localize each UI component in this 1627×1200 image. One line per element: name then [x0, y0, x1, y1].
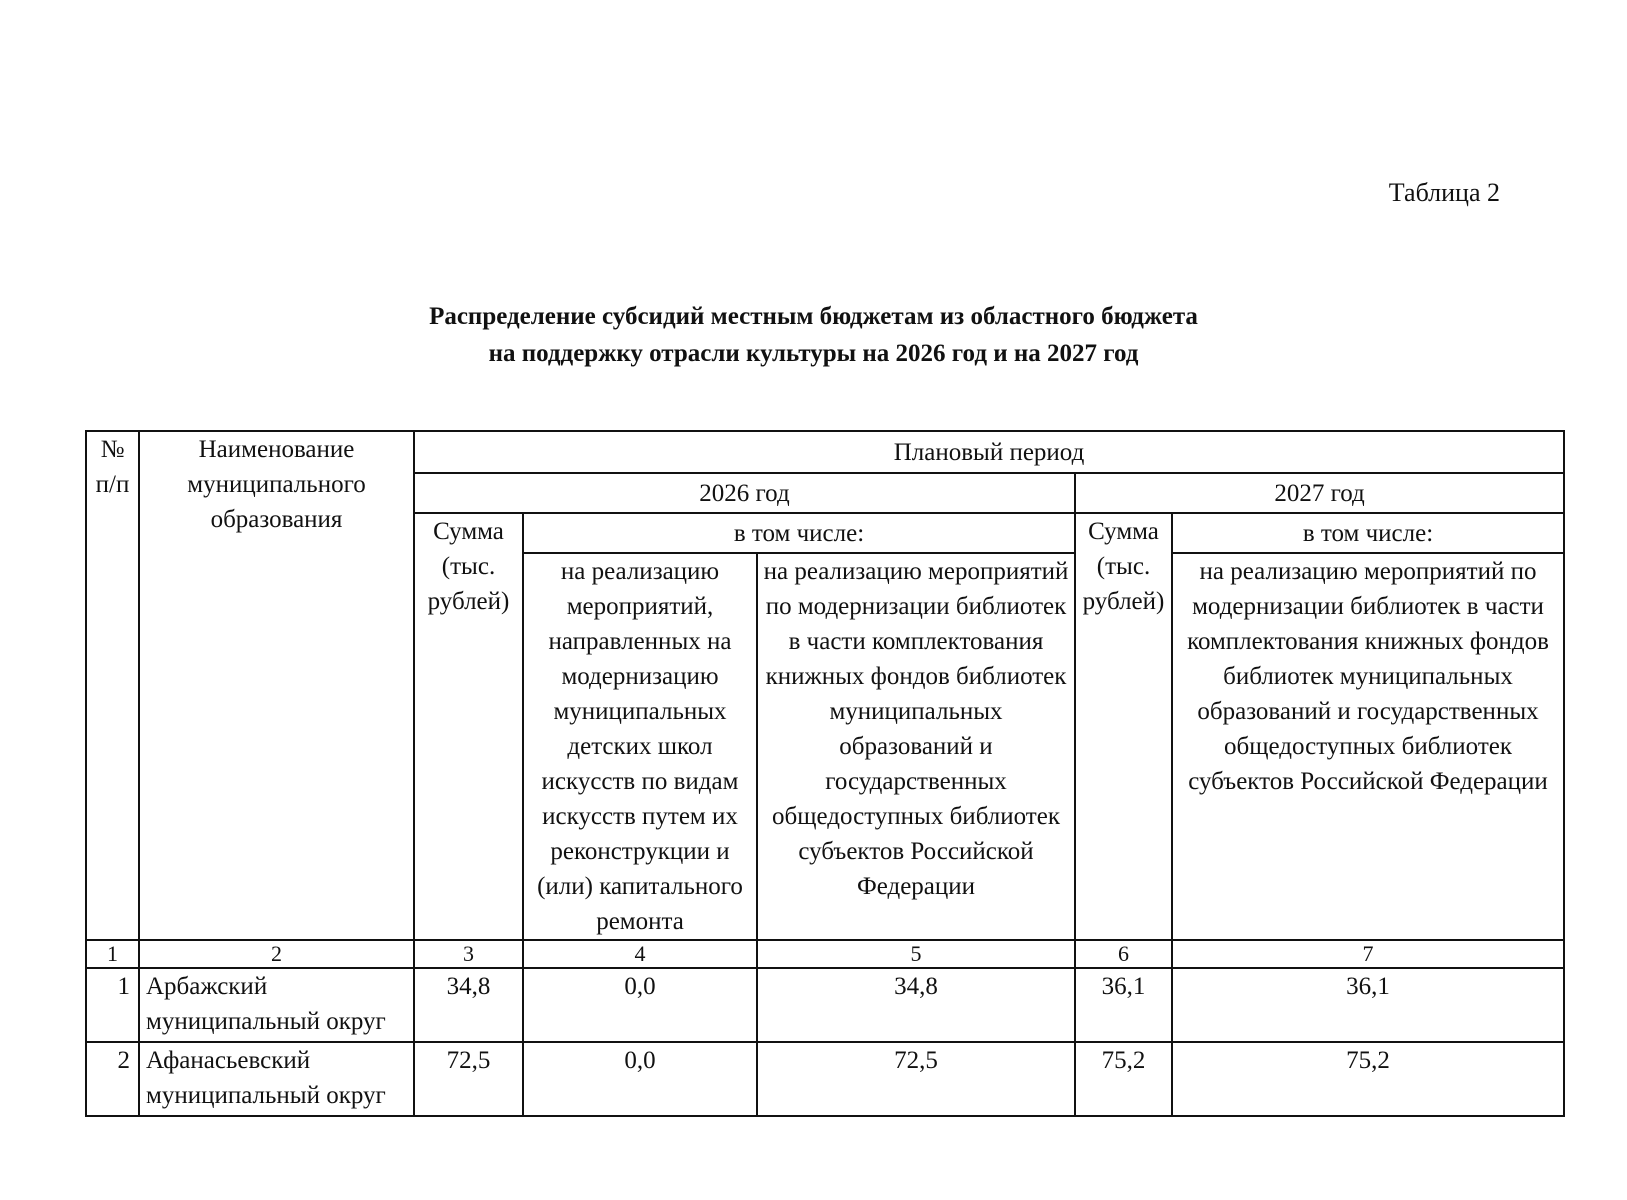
subsidy-distribution-table [85, 430, 1565, 1117]
row-number: 1 [86, 968, 139, 1042]
column-number: 7 [1172, 940, 1564, 968]
col7-value: 75,2 [1172, 1042, 1564, 1116]
municipality-name: Афанасьевский муниципальный округ [139, 1042, 414, 1116]
column-number: 1 [86, 940, 139, 968]
column-number: 4 [523, 940, 757, 968]
title-line-2: на поддержку отрасли культуры на 2026 год и на 2027 год [488, 340, 1139, 367]
title-line-1: Распределение субсидий местным бюджетам из областного бюджета [429, 303, 1198, 330]
col4-value: 0,0 [523, 1042, 757, 1116]
header-sum-2027: Сумма (тыс. рублей) [1075, 513, 1172, 940]
header-plan-period: Плановый период [414, 431, 1564, 473]
column-number: 2 [139, 940, 414, 968]
col7-value: 36,1 [1172, 968, 1564, 1042]
row-number: 2 [86, 1042, 139, 1116]
header-name-col: Наименование муниципального образования [139, 431, 414, 940]
column-number: 5 [757, 940, 1075, 968]
header-sum-2026: Сумма (тыс. рублей) [414, 513, 523, 940]
header-included-2026: в том числе: [523, 513, 1075, 553]
table-row [86, 1042, 1564, 1116]
col5-value: 34,8 [757, 968, 1075, 1042]
header-num-col: № п/п [86, 431, 139, 940]
column-number: 6 [1075, 940, 1172, 968]
header-year-2027: 2027 год [1075, 473, 1564, 513]
table-row [86, 968, 1564, 1042]
header-col4-description: на реализацию мероприятий, направленных на модернизацию муниципальных детских школ искусств по видам искусств путем их реконструкции и (или) капитального ремонта [523, 553, 757, 940]
table-number-label: Таблица 2 [1388, 178, 1500, 207]
sum-2027-value: 75,2 [1075, 1042, 1172, 1116]
document-title [0, 298, 1627, 372]
sum-2027-value: 36,1 [1075, 968, 1172, 1042]
municipality-name: Арбажский муниципальный округ [139, 968, 414, 1042]
header-year-2026: 2026 год [414, 473, 1075, 513]
column-number-row [86, 940, 1564, 968]
col5-value: 72,5 [757, 1042, 1075, 1116]
column-number: 3 [414, 940, 523, 968]
header-col5-description: на реализацию мероприятий по модернизации библиотек в части комплектования книжных фондов библиотек муниципальных образований и государственных общедоступных библиотек субъектов Российской Федерации [757, 553, 1075, 940]
header-included-2027: в том числе: [1172, 513, 1564, 553]
sum-2026-value: 34,8 [414, 968, 523, 1042]
header-col7-description: на реализацию мероприятий по модернизации библиотек в части комплектования книжных фондов библиотек муниципальных образований и государственных общедоступных библиотек субъектов Российской Федерации [1172, 553, 1564, 940]
sum-2026-value: 72,5 [414, 1042, 523, 1116]
col4-value: 0,0 [523, 968, 757, 1042]
